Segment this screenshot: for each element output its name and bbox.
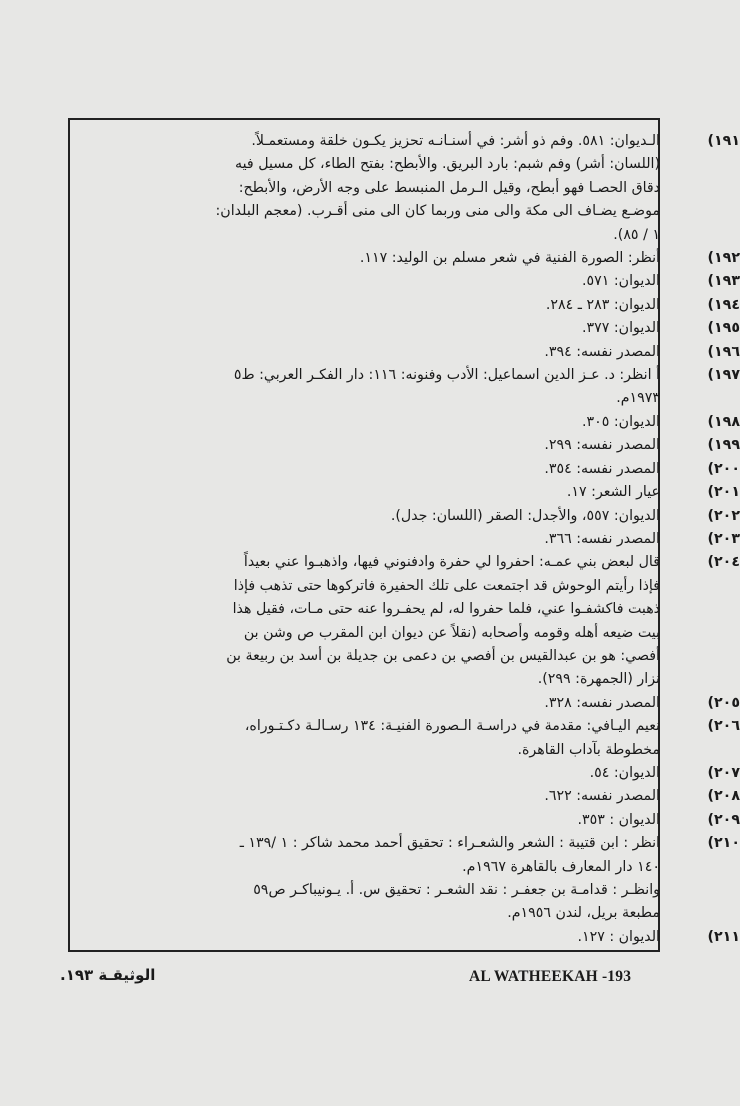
footnote-number: ٢٠٠) [707,460,740,477]
footnote-item [100,715,740,762]
footnote-text [100,434,660,457]
footnote-text [100,411,660,434]
footnote-text [100,247,660,270]
footnote-line: الديوان : ٣٥٣. [577,811,660,828]
footnote-line: الديوان: ٣٠٥. [581,413,660,430]
footnote-line: الديوان: ٥٧١. [581,273,660,290]
footnote-line: (اللسان: أشر) وفم شبم: بارد البريق. والأبطح: بفتح الطاء، كل مسيل فيه [235,156,660,173]
footnote-text [100,692,660,715]
footnote-item [100,364,740,411]
footnote-text [100,785,660,808]
footnote-line: مخطوطة بآداب القاهرة. [517,741,660,758]
footnote-number: ٢٠٦) [707,718,740,735]
footnote-line: ١٩٧٣م. [616,390,660,407]
footnote-item [100,551,740,691]
footnote-line: ذهبت فاكشفـوا عني، فلما حفروا له، لم يحفـروا عنه حتى مـات، فقيل هذا [232,601,660,618]
footnote-line: المصدر نفسه: ٣٥٤. [544,460,660,477]
footnote-line: قال لبعض بني عمـه: احفروا لي حفرة وادفنوني فيها، واذهبـوا عني بعيداً [243,554,660,571]
footnote-line: أنظر: الصورة الفنية في شعر مسلم بن الوليد: ١١٧. [359,250,660,267]
footnote-number: ١٩٤) [707,296,740,313]
footnote-item [100,505,740,528]
footnote-text [100,505,660,528]
footnote-number: ٢١١) [707,928,740,945]
footnote-item [100,809,740,832]
footnote-number: ١٩١) [707,133,740,149]
footnote-text [100,270,660,293]
footnote-item [100,762,740,785]
footnote-line: أ انظر: د. عـز الدين اسماعيل: الأدب وفنونه: ١١٦: دار الفكـر العربي: ط٥ [233,367,660,384]
footnote-line: الديوان: ٢٨٣ ـ ٢٨٤. [545,296,660,313]
footnote-number: ١٩٦) [707,343,740,360]
footnote-line: المصدر نفسه: ٣٢٨. [544,694,660,711]
footer-english-page-label: AL WATHEEKAH -193 [469,968,632,985]
footnote-item [100,247,740,270]
footnote-line: الديوان: ٥٤. [589,764,660,781]
footnote-line: المصدر نفسه: ٣٩٤. [544,343,660,360]
footnote-number: ١٩٣) [707,273,740,290]
footnote-text [100,341,660,364]
footnote-line: الـديوان: ٥٨١. وفم ذو أشر: في أسنـانـه تحزيز يكـون خلقة ومستعمـلاً. [251,133,660,149]
footnote-line: ١٤٠ دار المعارف بالقاهرة ١٩٦٧م. [462,858,660,875]
footnote-text [100,926,660,949]
footnote-text [100,809,660,832]
footnotes-list [100,130,740,949]
footnote-text [100,294,660,317]
footnote-item [100,785,740,808]
footnote-number: ١٩٧) [707,367,740,384]
footnote-line: الديوان : ١٢٧. [577,928,660,945]
footnote-line: بيت ضيعه أهله وقومه وأصحابه (نقلاً عن ديوان ابن المقرب ص وشن بن [243,624,660,641]
footnote-line: دقاق الحصـا فهو أبطح، وقيل الـرمل المنبسط على وجه الأرض، والأبطح: [238,179,660,196]
footnote-line: انظر : ابن قتيبة : الشعر والشعـراء : تحقيق أحمد محمد شاكر : ١ /١٣٩ ـ [239,835,660,852]
footnote-line: ١ / ٨٥). [613,226,660,243]
footnote-number: ٢٠١) [707,484,740,501]
footnote-item [100,434,740,457]
footnote-number: ١٩٨) [707,413,740,430]
footnote-line: موضـع يضـاف الى مكة والى منى وربما كان الى منى أقـرب. (معجم البلدان: [215,203,660,220]
footnote-line: فإذا رأيتم الوحوش قد اجتمعت على تلك الحفيرة فاتركوها حتى تذهب فإذا [233,577,660,594]
footnote-number: ٢٠٧) [707,764,740,781]
footnote-text [100,481,660,504]
footnote-item [100,458,740,481]
footnote-text [100,458,660,481]
footnote-text [100,130,660,247]
footnote-item [100,317,740,340]
footnote-line: المصدر نفسه: ٦٢٢. [544,788,660,805]
footnote-number: ٢٠٢) [707,507,740,524]
footnote-number: ٢٠٥) [707,694,740,711]
footnote-line: عيار الشعر: ١٧. [566,484,660,501]
footnote-line: الديوان: ٣٧٧. [581,320,660,337]
footnote-number: ٢٠٤) [707,554,740,571]
footnote-line: أفصي: هو بن عبدالقيس بن أفصي بن دعمى بن جديلة بن أسد بن ربيعة بن [226,647,660,664]
footnote-item [100,294,740,317]
footnote-line: المصدر نفسه: ٣٦٦. [544,530,660,547]
footnote-text [100,364,660,411]
footnote-line: وانظـر : قدامـة بن جعفـر : نقد الشعـر : تحقيق س. أ. يـونيباكـر ص٥٩ [253,882,660,898]
footnote-item [100,130,740,247]
footnote-line: المصدر نفسه: ٢٩٩. [544,437,660,454]
footnote-item [100,411,740,434]
footnote-line: نعيم اليـافي: مقدمة في دراسـة الـصورة الفنيـة: ١٣٤ رسـالـة دكـتـوراه، [244,718,660,735]
footnote-item [100,692,740,715]
footnote-text [100,832,660,926]
footnote-text [100,715,660,762]
footnote-item [100,341,740,364]
footnote-line: مطبعة بريل، لندن ١٩٥٦م. [507,905,660,922]
footnote-number: ١٩٩) [707,437,740,454]
footnote-number: ٢٠٨) [707,788,740,805]
footnote-item [100,481,740,504]
footnote-item [100,832,740,926]
footnote-number: ٢١٠) [707,835,740,852]
footnote-text [100,528,660,551]
footer-arabic-page-label: الوثيقـة ١٩٣. [60,966,156,984]
footnote-item [100,926,740,949]
footnote-item [100,270,740,293]
footnote-line: الديوان: ٥٥٧، والأجدل: الصقر (اللسان: جدل). [390,507,660,524]
footnote-number: ٢٠٩) [707,811,740,828]
footnote-number: ٢٠٣) [707,530,740,547]
footnote-item [100,528,740,551]
footnote-text [100,551,660,691]
footnote-text [100,317,660,340]
footnote-number: ١٩٢) [707,250,740,267]
footnote-number: ١٩٥) [707,320,740,337]
footnote-text [100,762,660,785]
footnote-line: نزار (الجمهرة: ٢٩٩). [537,671,660,688]
